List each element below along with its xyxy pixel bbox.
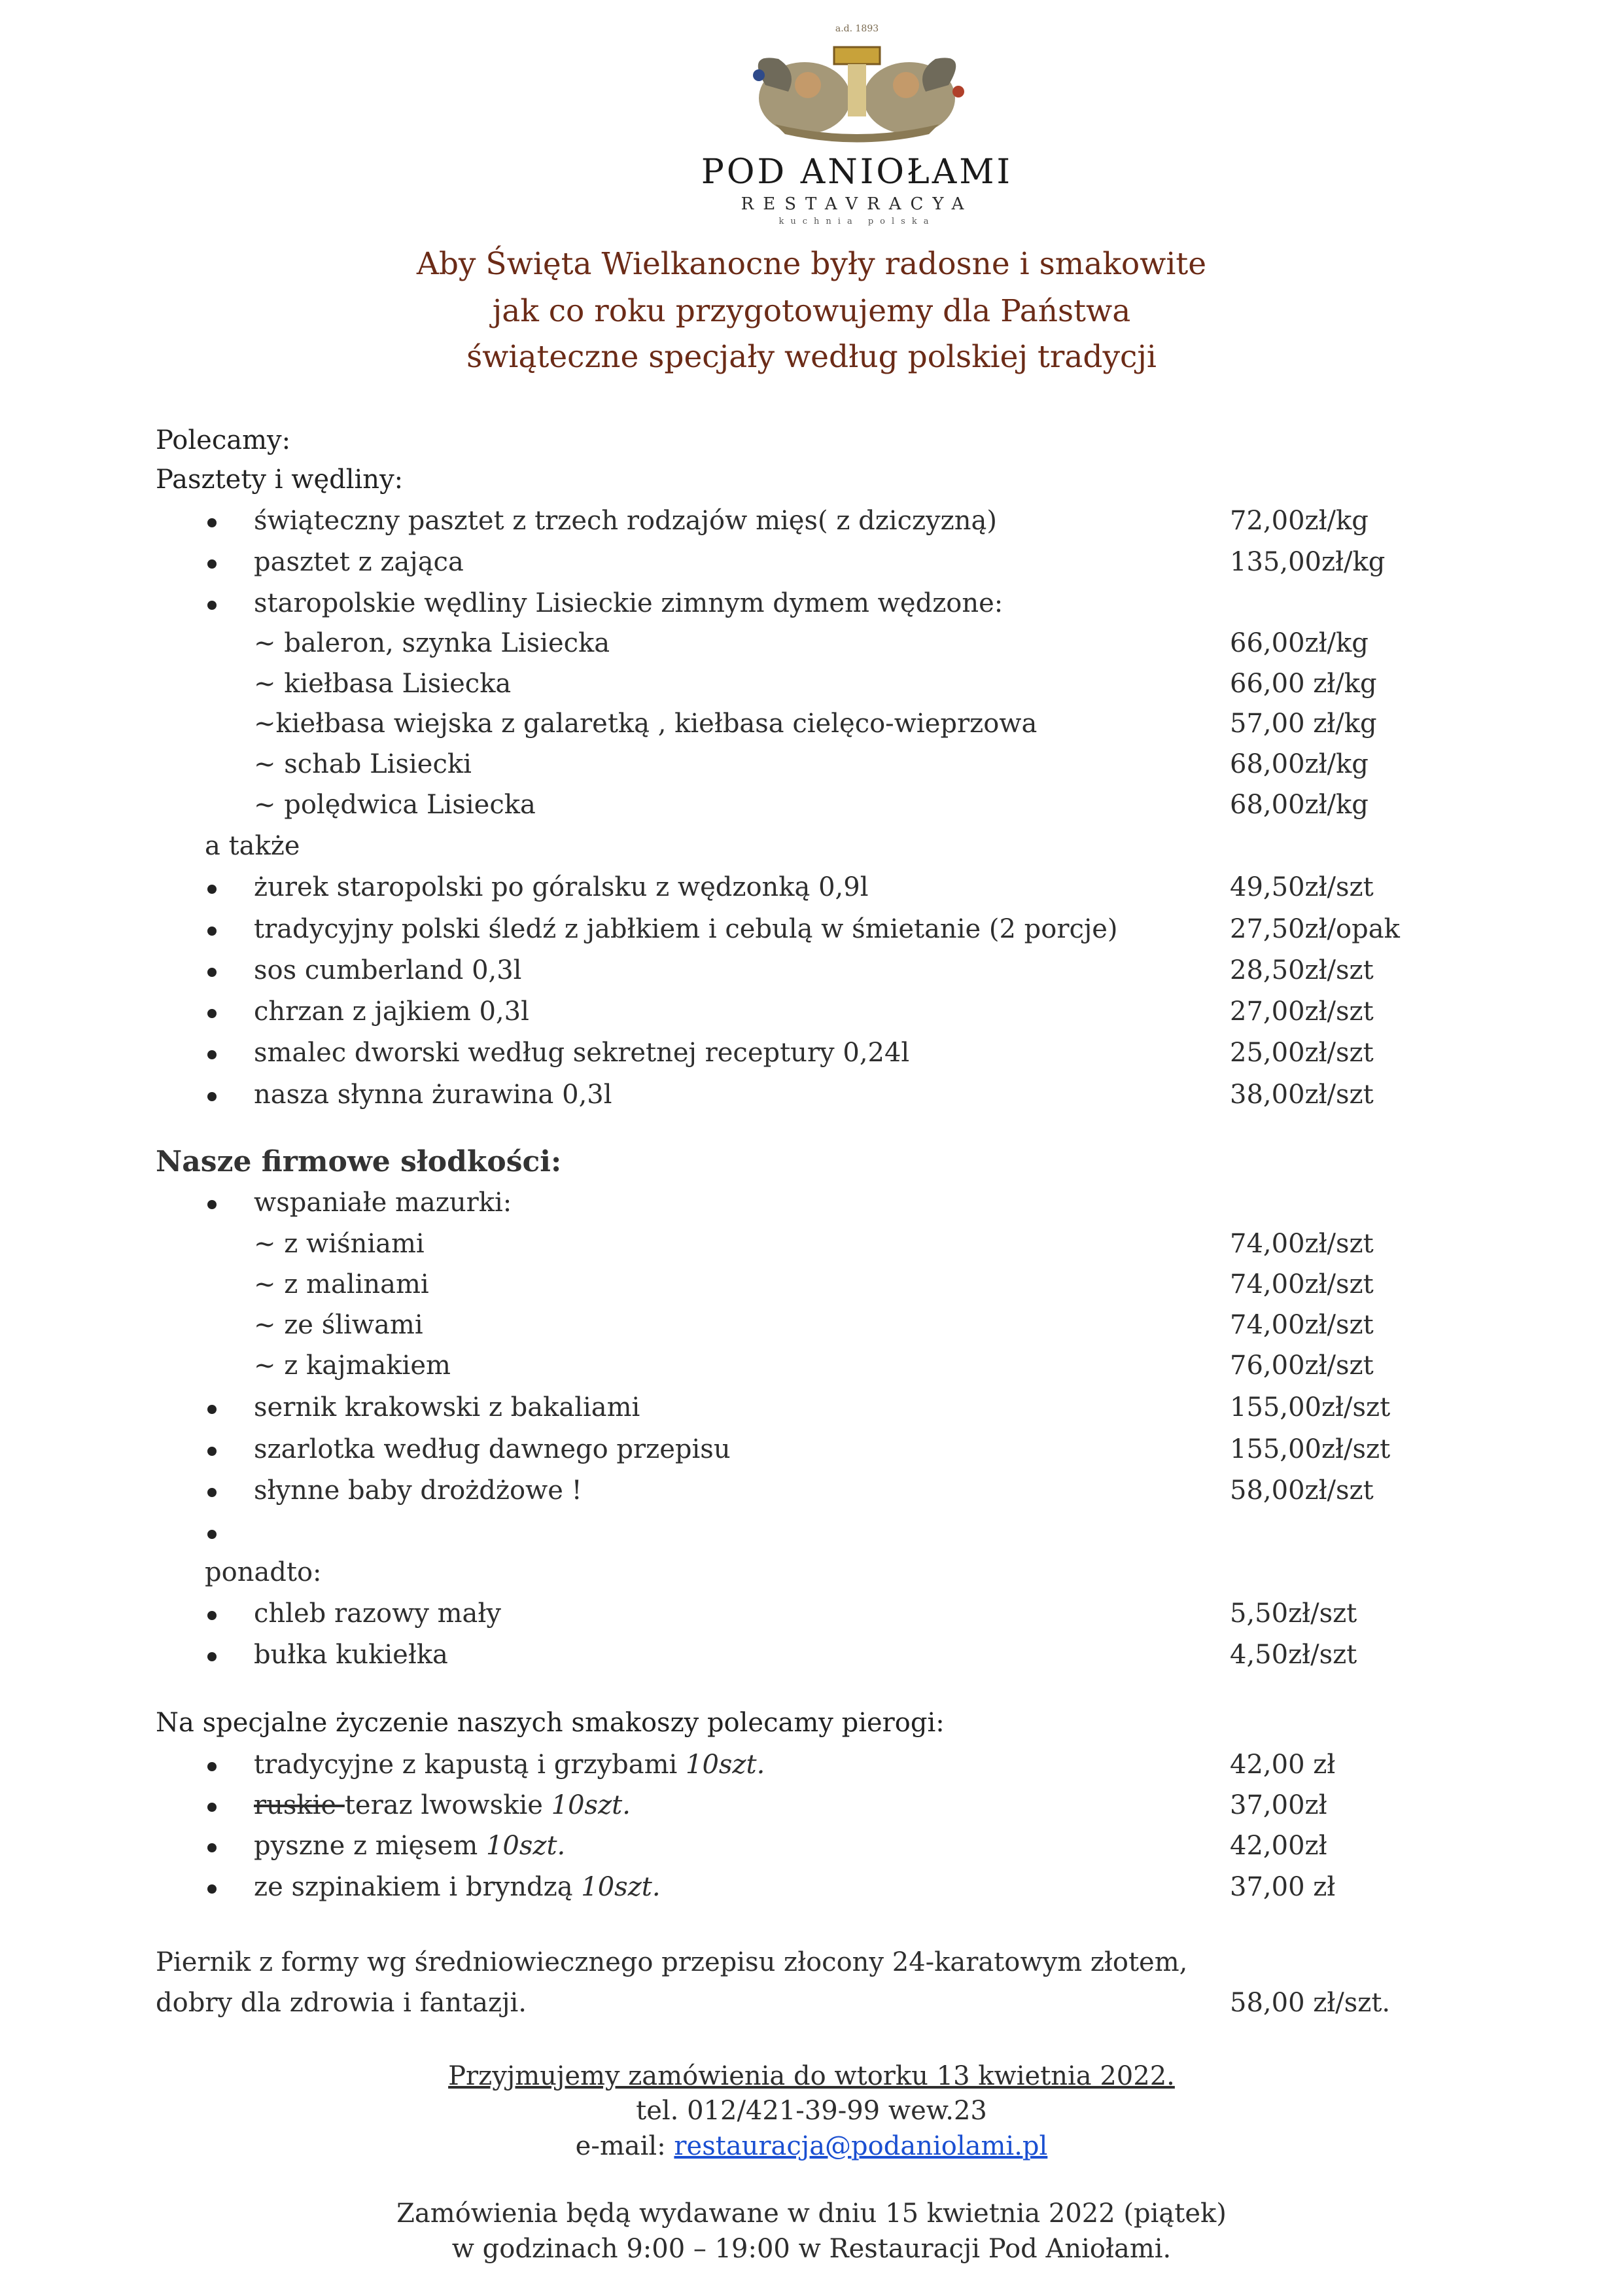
email-line [0, 2131, 1623, 2161]
menu-subitem: ~ kiełbasa Lisiecka [254, 669, 512, 699]
menu-price: 76,00zł/szt [1230, 1351, 1374, 1381]
menu-price: 155,00zł/szt [1230, 1434, 1391, 1464]
bullet [207, 1200, 217, 1209]
menu-subitem: ~ ze śliwami [254, 1310, 423, 1340]
pickup-line-2: w godzinach 9:00 – 19:00 w Restauracji Pod Aniołami. [451, 2234, 1172, 2264]
orders-deadline-text: Przyjmujemy zamówienia do wtorku 13 kwietnia 2022. [448, 2061, 1175, 2091]
pasztety-heading: Pasztety i wędliny: [156, 465, 404, 495]
bullet [207, 518, 217, 527]
bullet [207, 1762, 217, 1771]
piernik-line-2: dobry dla zdrowia i fantazji. [156, 1988, 527, 2018]
menu-price: 25,00zł/szt [1230, 1038, 1374, 1068]
menu-price: 74,00zł/szt [1230, 1229, 1374, 1259]
menu-price: 38,00zł/szt [1230, 1080, 1374, 1110]
pierogi-qty: 10szt. [686, 1750, 765, 1780]
menu-price: 72,00zł/kg [1230, 506, 1369, 536]
bullet [207, 559, 217, 569]
headline-line-2: jak co roku przygotowujemy dla Państwa [492, 293, 1131, 329]
piernik-line-1: Piernik z formy wg średniowiecznego przepisu złocony 24-karatowym złotem, [156, 1947, 1188, 1977]
logo-tag: kuchnia polska [778, 217, 935, 226]
bullet [207, 1652, 217, 1661]
menu-subitem: ~ polędwica Lisiecka [254, 790, 536, 820]
menu-price: 57,00 zł/kg [1230, 709, 1377, 739]
menu-item: żurek staropolski po góralsku z wędzonką 0,9l [254, 872, 869, 902]
pierogi-item [254, 1790, 631, 1820]
logo-sub: RESTAVRACYA [741, 194, 973, 214]
pierogi-name: teraz lwowskie [344, 1790, 551, 1820]
phone-number: tel. 012/421-39-99 wew.23 [636, 2096, 987, 2126]
bullet [207, 1447, 217, 1456]
menu-item: świąteczny pasztet z trzech rodzajów mięs( z dziczyzną) [254, 506, 997, 536]
menu-price: 42,00 zł [1230, 1750, 1336, 1780]
pierogi-name: tradycyjne z kapustą i grzybami [254, 1750, 686, 1780]
headline-line-1: Aby Święta Wielkanocne były radosne i smakowite [416, 246, 1207, 282]
menu-item: słynne baby drożdżowe ! [254, 1475, 582, 1506]
menu-price: 74,00zł/szt [1230, 1310, 1374, 1340]
pierogi-item [254, 1831, 565, 1861]
pierogi-name: pyszne z mięsem [254, 1831, 486, 1861]
menu-item: chleb razowy mały [254, 1598, 501, 1629]
menu-item: chrzan z jajkiem 0,3l [254, 997, 529, 1027]
menu-price: 66,00zł/kg [1230, 628, 1369, 658]
menu-price: 28,50zł/szt [1230, 955, 1374, 985]
logo-est: a.d. 1893 [835, 24, 879, 34]
email-label: e-mail: [575, 2131, 674, 2161]
polecamy-label: Polecamy: [156, 425, 291, 455]
orders-deadline [0, 2061, 1623, 2091]
pierogi-item [254, 1750, 765, 1780]
bullet [207, 1405, 217, 1414]
bullet [207, 1803, 217, 1812]
menu-price: 68,00zł/kg [1230, 790, 1369, 820]
bullet [207, 927, 217, 936]
also-label: a także [205, 831, 300, 861]
bullet [207, 1530, 217, 1539]
logo-name: POD ANIOŁAMI [701, 152, 1013, 192]
menu-price: 74,00zł/szt [1230, 1269, 1374, 1299]
menu-item: sernik krakowski z bakaliami [254, 1392, 640, 1422]
menu-item: bułka kukiełka [254, 1640, 448, 1670]
bullet [207, 1843, 217, 1852]
bullet [207, 601, 217, 610]
bullet [207, 1092, 217, 1101]
menu-subitem: ~ z wiśniami [254, 1229, 425, 1259]
menu-item: tradycyjny polski śledź z jabłkiem i cebulą w śmietanie (2 porcje) [254, 914, 1118, 944]
bullet [207, 885, 217, 894]
bullet [207, 1884, 217, 1894]
menu-price: 37,00zł [1230, 1790, 1327, 1820]
restaurant-logo [667, 13, 1047, 229]
menu-price: 42,00zł [1230, 1831, 1327, 1861]
pierogi-heading: Na specjalne życzenie naszych smakoszy polecamy pierogi: [156, 1708, 945, 1738]
menu-item: nasza słynna żurawina 0,3l [254, 1080, 612, 1110]
headline-line-3: świąteczne specjały według polskiej tradycji [466, 339, 1157, 375]
menu-subitem: ~ z malinami [254, 1269, 429, 1299]
pierogi-qty: 10szt. [485, 1831, 566, 1861]
menu-subitem: ~ z kajmakiem [254, 1351, 451, 1381]
bullet [207, 1009, 217, 1018]
bullet [207, 1488, 217, 1497]
bullet [207, 1050, 217, 1059]
menu-price: 135,00zł/kg [1230, 547, 1386, 577]
menu-item: staropolskie wędliny Lisieckie zimnym dymem wędzone: [254, 588, 1003, 618]
menu-subitem: ~ baleron, szynka Lisiecka [254, 628, 610, 658]
menu-price: 5,50zł/szt [1230, 1598, 1357, 1629]
pickup-line-1: Zamówienia będą wydawane w dniu 15 kwietnia 2022 (piątek) [396, 2199, 1227, 2229]
piernik-price: 58,00 zł/szt. [1230, 1988, 1391, 2018]
menu-subitem: ~kiełbasa wiejska z galaretką , kiełbasa cielęco-wieprzowa [254, 709, 1038, 739]
menu-price: 4,50zł/szt [1230, 1640, 1357, 1670]
menu-price: 27,50zł/opak [1230, 914, 1400, 944]
email-link[interactable]: restauracja@podaniolami.pl [674, 2131, 1048, 2161]
menu-price: 49,50zł/szt [1230, 872, 1374, 902]
menu-price: 37,00 zł [1230, 1872, 1336, 1902]
pierogi-qty: 10szt. [551, 1790, 631, 1820]
slodkosci-heading: Nasze firmowe słodkości: [156, 1145, 562, 1178]
bullet [207, 1611, 217, 1620]
bullet [207, 968, 217, 977]
menu-price: 155,00zł/szt [1230, 1392, 1391, 1422]
menu-item: pasztet z zająca [254, 547, 464, 577]
menu-item: wspaniałe mazurki: [254, 1188, 512, 1218]
menu-item: sos cumberland 0,3l [254, 955, 522, 985]
menu-item: szarlotka według dawnego przepisu [254, 1434, 731, 1464]
angels-emblem [667, 13, 1047, 229]
pierogi-qty: 10szt. [581, 1872, 661, 1902]
ponadto-label: ponadto: [205, 1557, 322, 1587]
pierogi-item [254, 1872, 661, 1902]
menu-price: 58,00zł/szt [1230, 1475, 1374, 1506]
menu-price: 66,00 zł/kg [1230, 669, 1377, 699]
pierogi-strike: ruskie [254, 1790, 345, 1820]
menu-price: 27,00zł/szt [1230, 997, 1374, 1027]
menu-item: smalec dworski według sekretnej receptury 0,24l [254, 1038, 910, 1068]
pierogi-name: ze szpinakiem i bryndzą [254, 1872, 582, 1902]
menu-subitem: ~ schab Lisiecki [254, 749, 472, 779]
menu-price: 68,00zł/kg [1230, 749, 1369, 779]
